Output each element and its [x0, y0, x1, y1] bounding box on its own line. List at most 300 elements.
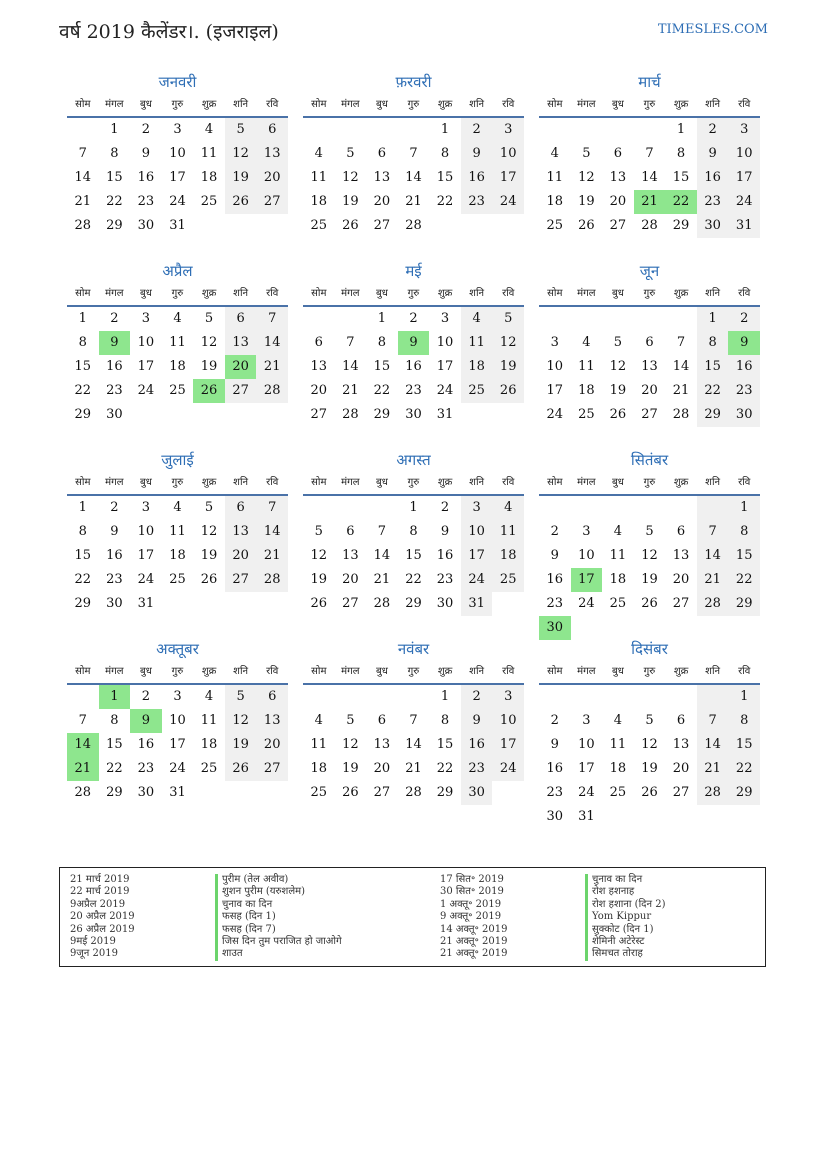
day-cell[interactable]: 12 — [200, 524, 218, 539]
day-cell[interactable]: 26 — [225, 190, 257, 214]
day-cell[interactable]: 5 — [645, 713, 654, 728]
day-cell[interactable]: 7 — [697, 520, 729, 544]
day-cell[interactable]: 9 — [130, 709, 162, 733]
day-cell[interactable]: 15 — [74, 359, 92, 374]
day-cell[interactable]: 4 — [461, 307, 493, 331]
day-cell[interactable]: 12 — [492, 331, 524, 355]
day-cell[interactable]: 5 — [225, 118, 257, 142]
day-cell[interactable]: 12 — [225, 142, 257, 166]
day-cell[interactable]: 25 — [609, 596, 627, 611]
day-cell[interactable]: 24 — [436, 383, 454, 398]
day-cell[interactable]: 23 — [461, 757, 493, 781]
day-cell[interactable]: 8 — [676, 146, 686, 161]
day-cell[interactable]: 15 — [728, 544, 760, 568]
day-cell[interactable]: 4 — [613, 524, 623, 539]
day-cell[interactable]: 22 — [436, 761, 454, 776]
day-cell[interactable]: 23 — [728, 379, 760, 403]
day-cell[interactable]: 11 — [169, 335, 186, 350]
day-cell[interactable]: 15 — [436, 170, 454, 185]
day-cell[interactable]: 8 — [440, 146, 450, 161]
day-cell[interactable]: 11 — [492, 520, 524, 544]
day-cell[interactable]: 3 — [440, 311, 450, 326]
day-cell[interactable]: 30 — [405, 407, 422, 422]
day-cell[interactable]: 28 — [641, 218, 658, 233]
day-cell[interactable]: 1 — [110, 122, 119, 137]
day-cell[interactable]: 5 — [346, 146, 355, 161]
day-cell[interactable]: 29 — [672, 218, 690, 233]
day-cell[interactable]: 5 — [204, 500, 214, 515]
day-cell[interactable]: 2 — [141, 122, 151, 137]
day-cell[interactable]: 11 — [200, 146, 218, 161]
day-cell[interactable]: 29 — [728, 592, 760, 616]
day-cell[interactable]: 8 — [78, 335, 87, 350]
day-cell[interactable]: 4 — [492, 496, 524, 520]
day-cell[interactable]: 1 — [676, 122, 686, 137]
day-cell[interactable]: 4 — [314, 146, 323, 161]
day-cell[interactable]: 30 — [728, 403, 760, 427]
day-cell[interactable]: 23 — [405, 383, 422, 398]
day-cell[interactable]: 17 — [578, 761, 595, 776]
day-cell[interactable]: 10 — [492, 142, 524, 166]
day-cell[interactable]: 20 — [256, 733, 288, 757]
day-cell[interactable]: 22 — [74, 572, 92, 587]
day-cell[interactable]: 18 — [310, 194, 328, 209]
day-cell[interactable]: 4 — [550, 146, 559, 161]
day-cell[interactable]: 3 — [492, 685, 524, 709]
day-cell[interactable]: 13 — [672, 548, 690, 563]
day-cell[interactable]: 27 — [342, 596, 359, 611]
day-cell[interactable]: 17 — [546, 383, 564, 398]
day-cell[interactable]: 17 — [492, 166, 524, 190]
day-cell[interactable]: 16 — [436, 548, 454, 563]
day-cell[interactable]: 22 — [697, 379, 729, 403]
day-cell[interactable]: 30 — [436, 596, 454, 611]
day-cell[interactable]: 12 — [200, 335, 218, 350]
day-cell[interactable]: 22 — [74, 383, 92, 398]
day-cell[interactable]: 20 — [609, 194, 627, 209]
day-cell[interactable]: 21 — [697, 757, 729, 781]
day-cell[interactable]: 1 — [440, 689, 450, 704]
day-cell[interactable]: 19 — [492, 355, 524, 379]
day-cell[interactable]: 17 — [169, 737, 186, 752]
day-cell[interactable]: 27 — [672, 785, 690, 800]
day-cell[interactable]: 17 — [436, 359, 454, 374]
day-cell[interactable]: 13 — [373, 170, 391, 185]
day-cell[interactable]: 22 — [436, 194, 454, 209]
day-cell[interactable]: 19 — [225, 166, 257, 190]
day-cell[interactable]: 11 — [310, 737, 328, 752]
day-cell[interactable]: 15 — [697, 355, 729, 379]
day-cell[interactable]: 17 — [571, 568, 603, 592]
day-cell[interactable]: 30 — [539, 616, 571, 640]
day-cell[interactable]: 24 — [546, 407, 564, 422]
day-cell[interactable]: 31 — [169, 785, 186, 800]
day-cell[interactable]: 30 — [106, 596, 123, 611]
day-cell[interactable]: 2 — [461, 118, 493, 142]
day-cell[interactable]: 4 — [204, 122, 214, 137]
day-cell[interactable]: 6 — [377, 146, 387, 161]
day-cell[interactable]: 13 — [256, 709, 288, 733]
day-cell[interactable]: 1 — [78, 500, 87, 515]
day-cell[interactable]: 4 — [204, 689, 214, 704]
day-cell[interactable]: 12 — [578, 170, 595, 185]
day-cell[interactable]: 13 — [225, 520, 257, 544]
day-cell[interactable]: 30 — [697, 214, 729, 238]
day-cell[interactable]: 8 — [409, 524, 418, 539]
day-cell[interactable]: 2 — [409, 311, 418, 326]
day-cell[interactable]: 4 — [613, 713, 623, 728]
day-cell[interactable]: 28 — [697, 781, 729, 805]
day-cell[interactable]: 28 — [672, 407, 690, 422]
day-cell[interactable]: 13 — [672, 737, 690, 752]
day-cell[interactable]: 15 — [373, 359, 391, 374]
day-cell[interactable]: 28 — [256, 568, 288, 592]
day-cell[interactable]: 18 — [310, 761, 328, 776]
day-cell[interactable]: 29 — [106, 785, 123, 800]
day-cell[interactable]: 3 — [461, 496, 493, 520]
day-cell[interactable]: 17 — [137, 359, 155, 374]
day-cell[interactable]: 26 — [342, 785, 359, 800]
day-cell[interactable]: 18 — [200, 170, 218, 185]
day-cell[interactable]: 9 — [110, 524, 119, 539]
day-cell[interactable]: 26 — [200, 572, 218, 587]
day-cell[interactable]: 9 — [461, 142, 493, 166]
day-cell[interactable]: 10 — [578, 548, 595, 563]
day-cell[interactable]: 19 — [641, 572, 658, 587]
day-cell[interactable]: 24 — [461, 568, 493, 592]
day-cell[interactable]: 20 — [256, 166, 288, 190]
day-cell[interactable]: 26 — [492, 379, 524, 403]
day-cell[interactable]: 13 — [609, 170, 627, 185]
day-cell[interactable]: 25 — [200, 761, 218, 776]
day-cell[interactable]: 21 — [373, 572, 391, 587]
day-cell[interactable]: 30 — [106, 407, 123, 422]
day-cell[interactable]: 14 — [342, 359, 359, 374]
day-cell[interactable]: 23 — [546, 596, 564, 611]
day-cell[interactable]: 7 — [409, 713, 418, 728]
day-cell[interactable]: 21 — [74, 194, 92, 209]
day-cell[interactable]: 1 — [409, 500, 418, 515]
day-cell[interactable]: 11 — [546, 170, 564, 185]
day-cell[interactable]: 22 — [405, 572, 422, 587]
day-cell[interactable]: 8 — [78, 524, 87, 539]
day-cell[interactable]: 4 — [173, 311, 182, 326]
day-cell[interactable]: 9 — [550, 548, 559, 563]
day-cell[interactable]: 5 — [346, 713, 355, 728]
day-cell[interactable]: 9 — [728, 331, 760, 355]
day-cell[interactable]: 6 — [645, 335, 654, 350]
day-cell[interactable]: 21 — [405, 194, 422, 209]
day-cell[interactable]: 7 — [256, 307, 288, 331]
day-cell[interactable]: 15 — [672, 170, 690, 185]
day-cell[interactable]: 21 — [634, 190, 666, 214]
day-cell[interactable]: 17 — [728, 166, 760, 190]
day-cell[interactable]: 10 — [546, 359, 564, 374]
day-cell[interactable]: 1 — [728, 496, 760, 520]
day-cell[interactable]: 25 — [492, 568, 524, 592]
day-cell[interactable]: 18 — [169, 548, 186, 563]
day-cell[interactable]: 7 — [78, 146, 87, 161]
day-cell[interactable]: 21 — [342, 383, 359, 398]
day-cell[interactable]: 28 — [405, 218, 422, 233]
day-cell[interactable]: 19 — [310, 572, 328, 587]
day-cell[interactable]: 22 — [106, 194, 123, 209]
day-cell[interactable]: 22 — [728, 757, 760, 781]
day-cell[interactable]: 14 — [697, 544, 729, 568]
day-cell[interactable]: 1 — [99, 685, 131, 709]
day-cell[interactable]: 17 — [461, 544, 493, 568]
day-cell[interactable]: 9 — [550, 737, 559, 752]
day-cell[interactable]: 10 — [137, 524, 155, 539]
day-cell[interactable]: 6 — [377, 713, 387, 728]
day-cell[interactable]: 9 — [461, 709, 493, 733]
day-cell[interactable]: 8 — [377, 335, 387, 350]
day-cell[interactable]: 24 — [169, 761, 186, 776]
day-cell[interactable]: 31 — [578, 809, 595, 824]
day-cell[interactable]: 24 — [137, 383, 155, 398]
day-cell[interactable]: 10 — [436, 335, 454, 350]
day-cell[interactable]: 28 — [74, 785, 92, 800]
day-cell[interactable]: 9 — [398, 331, 430, 355]
day-cell[interactable]: 24 — [728, 190, 760, 214]
day-cell[interactable]: 25 — [546, 218, 564, 233]
day-cell[interactable]: 11 — [461, 331, 493, 355]
day-cell[interactable]: 7 — [346, 335, 355, 350]
day-cell[interactable]: 21 — [697, 568, 729, 592]
day-cell[interactable]: 2 — [550, 713, 559, 728]
day-cell[interactable]: 8 — [110, 146, 119, 161]
site-link[interactable]: TIMESLES.COM — [657, 22, 768, 37]
day-cell[interactable]: 13 — [373, 737, 391, 752]
day-cell[interactable]: 10 — [728, 142, 760, 166]
day-cell[interactable]: 9 — [141, 146, 151, 161]
day-cell[interactable]: 5 — [225, 685, 257, 709]
day-cell[interactable]: 12 — [310, 548, 328, 563]
day-cell[interactable]: 13 — [342, 548, 359, 563]
day-cell[interactable]: 10 — [461, 520, 493, 544]
day-cell[interactable]: 20 — [672, 572, 690, 587]
day-cell[interactable]: 6 — [225, 307, 257, 331]
day-cell[interactable]: 14 — [67, 733, 99, 757]
day-cell[interactable]: 12 — [342, 170, 359, 185]
day-cell[interactable]: 30 — [137, 785, 155, 800]
day-cell[interactable]: 5 — [645, 524, 654, 539]
day-cell[interactable]: 7 — [645, 146, 654, 161]
day-cell[interactable]: 18 — [461, 355, 493, 379]
day-cell[interactable]: 21 — [405, 761, 422, 776]
day-cell[interactable]: 10 — [578, 737, 595, 752]
day-cell[interactable]: 20 — [342, 572, 359, 587]
day-cell[interactable]: 6 — [346, 524, 355, 539]
day-cell[interactable]: 27 — [225, 568, 257, 592]
day-cell[interactable]: 27 — [310, 407, 328, 422]
day-cell[interactable]: 19 — [578, 194, 595, 209]
day-cell[interactable]: 10 — [137, 335, 155, 350]
day-cell[interactable]: 21 — [256, 355, 288, 379]
day-cell[interactable]: 1 — [377, 311, 387, 326]
day-cell[interactable]: 26 — [578, 218, 595, 233]
day-cell[interactable]: 6 — [225, 496, 257, 520]
day-cell[interactable]: 2 — [110, 500, 119, 515]
day-cell[interactable]: 14 — [641, 170, 658, 185]
day-cell[interactable]: 16 — [405, 359, 422, 374]
day-cell[interactable]: 20 — [373, 761, 391, 776]
day-cell[interactable]: 26 — [641, 785, 658, 800]
day-cell[interactable]: 28 — [342, 407, 359, 422]
day-cell[interactable]: 3 — [550, 335, 559, 350]
day-cell[interactable]: 11 — [310, 170, 328, 185]
day-cell[interactable]: 5 — [582, 146, 591, 161]
day-cell[interactable]: 23 — [106, 572, 123, 587]
day-cell[interactable]: 7 — [377, 524, 387, 539]
day-cell[interactable]: 23 — [697, 190, 729, 214]
day-cell[interactable]: 19 — [342, 194, 359, 209]
day-cell[interactable]: 25 — [200, 194, 218, 209]
day-cell[interactable]: 26 — [310, 596, 328, 611]
day-cell[interactable]: 13 — [225, 331, 257, 355]
day-cell[interactable]: 29 — [728, 781, 760, 805]
day-cell[interactable]: 25 — [169, 572, 186, 587]
day-cell[interactable]: 11 — [609, 737, 627, 752]
day-cell[interactable]: 10 — [169, 146, 186, 161]
day-cell[interactable]: 20 — [310, 383, 328, 398]
day-cell[interactable]: 20 — [225, 544, 257, 568]
day-cell[interactable]: 3 — [492, 118, 524, 142]
day-cell[interactable]: 21 — [67, 757, 99, 781]
day-cell[interactable]: 3 — [173, 689, 182, 704]
day-cell[interactable]: 21 — [672, 383, 690, 398]
day-cell[interactable]: 1 — [697, 307, 729, 331]
day-cell[interactable]: 24 — [492, 757, 524, 781]
day-cell[interactable]: 15 — [74, 548, 92, 563]
day-cell[interactable]: 27 — [672, 596, 690, 611]
day-cell[interactable]: 7 — [697, 709, 729, 733]
day-cell[interactable]: 7 — [409, 146, 418, 161]
day-cell[interactable]: 8 — [728, 520, 760, 544]
day-cell[interactable]: 3 — [582, 713, 591, 728]
day-cell[interactable]: 6 — [256, 685, 288, 709]
day-cell[interactable]: 30 — [461, 781, 493, 805]
day-cell[interactable]: 19 — [200, 359, 218, 374]
day-cell[interactable]: 2 — [550, 524, 559, 539]
day-cell[interactable]: 4 — [582, 335, 591, 350]
day-cell[interactable]: 27 — [373, 785, 391, 800]
day-cell[interactable]: 2 — [440, 500, 450, 515]
day-cell[interactable]: 19 — [200, 548, 218, 563]
day-cell[interactable]: 24 — [169, 194, 186, 209]
day-cell[interactable]: 9 — [99, 331, 131, 355]
day-cell[interactable]: 13 — [310, 359, 328, 374]
day-cell[interactable]: 17 — [169, 170, 186, 185]
day-cell[interactable]: 3 — [582, 524, 591, 539]
day-cell[interactable]: 6 — [314, 335, 323, 350]
day-cell[interactable]: 19 — [342, 761, 359, 776]
day-cell[interactable]: 28 — [405, 785, 422, 800]
day-cell[interactable]: 14 — [405, 737, 422, 752]
day-cell[interactable]: 25 — [609, 785, 627, 800]
day-cell[interactable]: 2 — [110, 311, 119, 326]
day-cell[interactable]: 11 — [200, 713, 218, 728]
day-cell[interactable]: 26 — [193, 379, 225, 403]
day-cell[interactable]: 31 — [461, 592, 493, 616]
day-cell[interactable]: 10 — [492, 709, 524, 733]
day-cell[interactable]: 1 — [78, 311, 87, 326]
day-cell[interactable]: 14 — [405, 170, 422, 185]
day-cell[interactable]: 23 — [461, 190, 493, 214]
day-cell[interactable]: 22 — [665, 190, 697, 214]
day-cell[interactable]: 29 — [74, 596, 92, 611]
day-cell[interactable]: 8 — [728, 709, 760, 733]
day-cell[interactable]: 2 — [728, 307, 760, 331]
day-cell[interactable]: 30 — [137, 218, 155, 233]
day-cell[interactable]: 19 — [641, 761, 658, 776]
day-cell[interactable]: 20 — [641, 383, 658, 398]
day-cell[interactable]: 29 — [405, 596, 422, 611]
day-cell[interactable]: 24 — [137, 572, 155, 587]
day-cell[interactable]: 22 — [106, 761, 123, 776]
day-cell[interactable]: 18 — [609, 761, 627, 776]
day-cell[interactable]: 12 — [641, 737, 658, 752]
day-cell[interactable]: 20 — [225, 355, 257, 379]
day-cell[interactable]: 7 — [256, 496, 288, 520]
day-cell[interactable]: 23 — [546, 785, 564, 800]
day-cell[interactable]: 18 — [609, 572, 627, 587]
day-cell[interactable]: 21 — [256, 544, 288, 568]
day-cell[interactable]: 18 — [578, 383, 595, 398]
day-cell[interactable]: 27 — [641, 407, 658, 422]
day-cell[interactable]: 14 — [74, 170, 92, 185]
day-cell[interactable]: 12 — [225, 709, 257, 733]
day-cell[interactable]: 8 — [697, 331, 729, 355]
day-cell[interactable]: 6 — [256, 118, 288, 142]
day-cell[interactable]: 9 — [697, 142, 729, 166]
day-cell[interactable]: 30 — [546, 809, 564, 824]
day-cell[interactable]: 26 — [609, 407, 627, 422]
day-cell[interactable]: 28 — [373, 596, 391, 611]
day-cell[interactable]: 2 — [461, 685, 493, 709]
day-cell[interactable]: 31 — [436, 407, 454, 422]
day-cell[interactable]: 1 — [440, 122, 450, 137]
day-cell[interactable]: 5 — [613, 335, 623, 350]
day-cell[interactable]: 16 — [137, 170, 155, 185]
day-cell[interactable]: 7 — [78, 713, 87, 728]
day-cell[interactable]: 14 — [256, 520, 288, 544]
day-cell[interactable]: 5 — [314, 524, 323, 539]
day-cell[interactable]: 19 — [225, 733, 257, 757]
day-cell[interactable]: 31 — [137, 596, 155, 611]
day-cell[interactable]: 27 — [256, 190, 288, 214]
day-cell[interactable]: 31 — [728, 214, 760, 238]
day-cell[interactable]: 20 — [672, 761, 690, 776]
day-cell[interactable]: 29 — [74, 407, 92, 422]
day-cell[interactable]: 18 — [492, 544, 524, 568]
day-cell[interactable]: 16 — [106, 548, 123, 563]
day-cell[interactable]: 10 — [169, 713, 186, 728]
day-cell[interactable]: 19 — [609, 383, 627, 398]
day-cell[interactable]: 15 — [106, 170, 123, 185]
day-cell[interactable]: 13 — [641, 359, 658, 374]
day-cell[interactable]: 16 — [137, 737, 155, 752]
day-cell[interactable]: 3 — [141, 311, 151, 326]
day-cell[interactable]: 13 — [256, 142, 288, 166]
day-cell[interactable]: 17 — [492, 733, 524, 757]
day-cell[interactable]: 15 — [106, 737, 123, 752]
day-cell[interactable]: 22 — [728, 568, 760, 592]
day-cell[interactable]: 14 — [256, 331, 288, 355]
day-cell[interactable]: 23 — [106, 383, 123, 398]
day-cell[interactable]: 5 — [492, 307, 524, 331]
day-cell[interactable]: 22 — [373, 383, 391, 398]
